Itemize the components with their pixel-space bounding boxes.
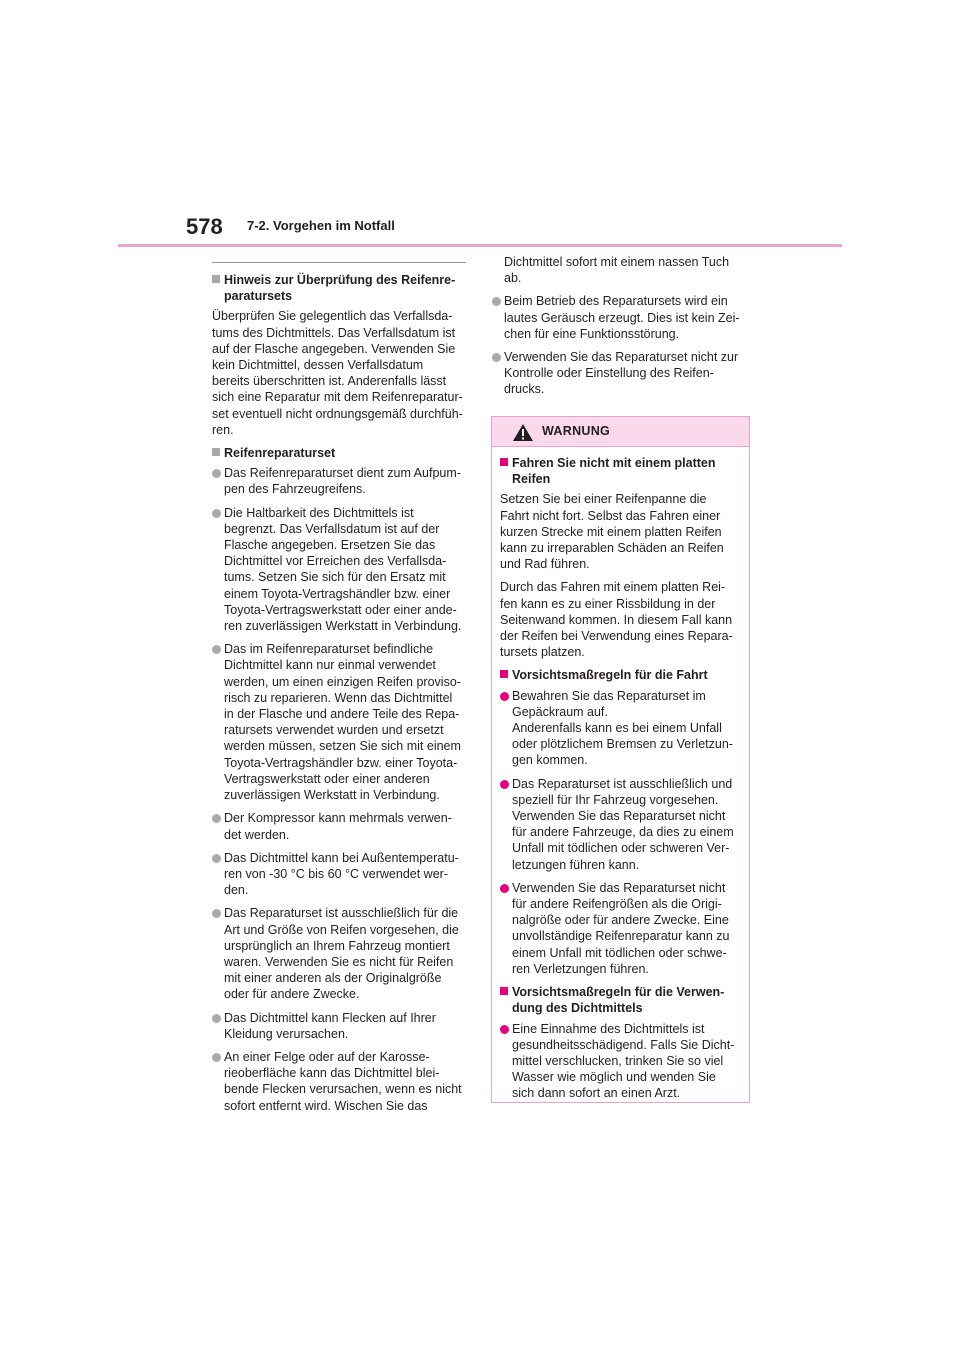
list-item: Das im Reifenreparaturset befindliche Dichtmittel kann nur einmal verwendet werden, um einen einzigen Reifen proviso- risch zu reparieren. Wenn das Dichtmittel in der Flasche und andere Teile des Repa- ratursets verwendet wurden und ersetzt werden müssen, setzen Sie sich mit einem Toyota-Vertragshändler bzw. einer Toyota- Vertragswerkstatt oder einer anderen zuverlässigen Werkstatt in Verbindung. <box>212 641 468 803</box>
warning-paragraph: Durch das Fahren mit einem platten Rei- fen kann es zu einer Rissbildung in der Seitenwand kommen. In diesem Fall kann der Reifen bei Verwendung eines Repara- tursets platzen. <box>500 580 733 660</box>
list-item: An einer Felge oder auf der Karosse- rieoberfläche kann das Dichtmittel blei- bende Flecken verursachen, wenn es nicht sofort entfernt wird. Wischen Sie das <box>212 1049 468 1114</box>
list-item: Beim Betrieb des Reparatursets wird ein lautes Geräusch erzeugt. Dies ist kein Zei- chen für eine Funktionsstörung. <box>492 293 750 342</box>
section-heading-tire-kit-check: Hinweis zur Überprüfung des Reifenre- paratursets <box>212 272 468 304</box>
list-item: Der Kompressor kann mehrmals verwen- det werden. <box>212 810 468 842</box>
warning-list-item: Das Reparaturset ist ausschließlich und speziell für Ihr Fahrzeug vorgesehen. Verwenden Sie das Reparaturset nicht für andere Fahrzeuge, da dies zu einem Unfall mit tödlichen oder schweren Ver- letzungen führen kann. <box>500 776 741 873</box>
warning-heading-sealant: Vorsichtsmaßregeln für die Verwen- dung des Dichtmittels <box>500 984 741 1016</box>
left-column <box>212 272 468 1121</box>
page-number: 578 <box>186 214 223 239</box>
list-item: Das Dichtmittel kann bei Außentemperatu- ren von -30 °C bis 60 °C verwendet wer- den. <box>212 850 468 899</box>
column-rule <box>212 262 466 263</box>
list-item: Das Dichtmittel kann Flecken auf Ihrer Kleidung verursachen. <box>212 1010 468 1042</box>
warning-title: WARNUNG <box>542 424 611 438</box>
list-item: Die Haltbarkeit des Dichtmittels ist begrenzt. Das Verfallsdatum ist auf der Flasche angegeben. Ersetzen Sie das Dichtmittel vor Erreichen des Verfallsda- tums. Setzen Sie sich für den Ersatz mit einem Toyota-Vertragshändler bzw. einer Toyota-Vertragswerkstatt oder einer ande- ren zuverlässigen Werkstatt in Verbindung. <box>212 505 468 635</box>
warning-list-item: Verwenden Sie das Reparaturset nicht für andere Reifengrößen als die Origi- nalgröße oder für andere Zwecke. Eine unvollständige Reifenreparatur kann zu einem Unfall mit tödlichen oder schwe- ren Verletzungen führen. <box>500 880 741 977</box>
warning-heading-driving: Vorsichtsmaßregeln für die Fahrt <box>500 667 741 683</box>
warning-content <box>492 447 749 1102</box>
warning-list-item: Eine Einnahme des Dichtmittels ist gesundheitsschädigend. Falls Sie Dicht- mittel verschlucken, trinken Sie so viel Wasser wie möglich und wenden Sie sich dann sofort an einen Arzt. <box>500 1021 741 1102</box>
warning-heading-flat-tire: Fahren Sie nicht mit einem platten Reifen <box>500 455 741 487</box>
list-item: Das Reifenreparaturset dient zum Aufpum- pen des Fahrzeugreifens. <box>212 465 468 497</box>
chapter-title: 7-2. Vorgehen im Notfall <box>247 218 395 233</box>
section-body-tire-kit-check: Überprüfen Sie gelegentlich das Verfallsda- tums des Dichtmittels. Das Verfallsdatum ist auf der Flasche angegeben. Verwenden Sie kein Dichtmittel, dessen Verfallsdatum bereits überschritten ist. Anderenfalls lässt sich eine Reparatur mit dem Reifenreparatur- set eventuell nicht ordnungsgemäß durchfüh- ren. <box>212 309 463 437</box>
right-column <box>492 254 750 405</box>
warning-triangle-icon <box>512 423 534 442</box>
header-rule <box>118 244 842 247</box>
list-item: Das Reparaturset ist ausschließlich für die Art und Größe von Reifen vorgesehen, die ursprünglich an Ihrem Fahrzeug montiert waren. Verwenden Sie es nicht für Reifen mit einer anderen als der Originalgröße oder für andere Zwecke. <box>212 905 468 1002</box>
warning-paragraph: Setzen Sie bei einer Reifenpanne die Fahrt nicht fort. Selbst das Fahren einer kurzen Strecke mit einem platten Reifen kann zu irreparablen Schäden an Reifen und Rad führen. <box>500 492 724 572</box>
warning-box <box>491 416 750 1103</box>
warning-list-item: Bewahren Sie das Reparaturset im Gepäckraum auf. Anderenfalls kann es bei einem Unfall oder plötzlichem Bremsen zu Verletzun- gen kommen. <box>500 688 741 769</box>
list-item: Verwenden Sie das Reparaturset nicht zur Kontrolle oder Einstellung des Reifen- drucks. <box>492 349 750 398</box>
list-item-continuation: Dichtmittel sofort mit einem nassen Tuch ab. <box>504 255 730 286</box>
warning-header <box>492 417 749 447</box>
section-heading-tire-kit: Reifenreparaturset <box>212 445 468 461</box>
